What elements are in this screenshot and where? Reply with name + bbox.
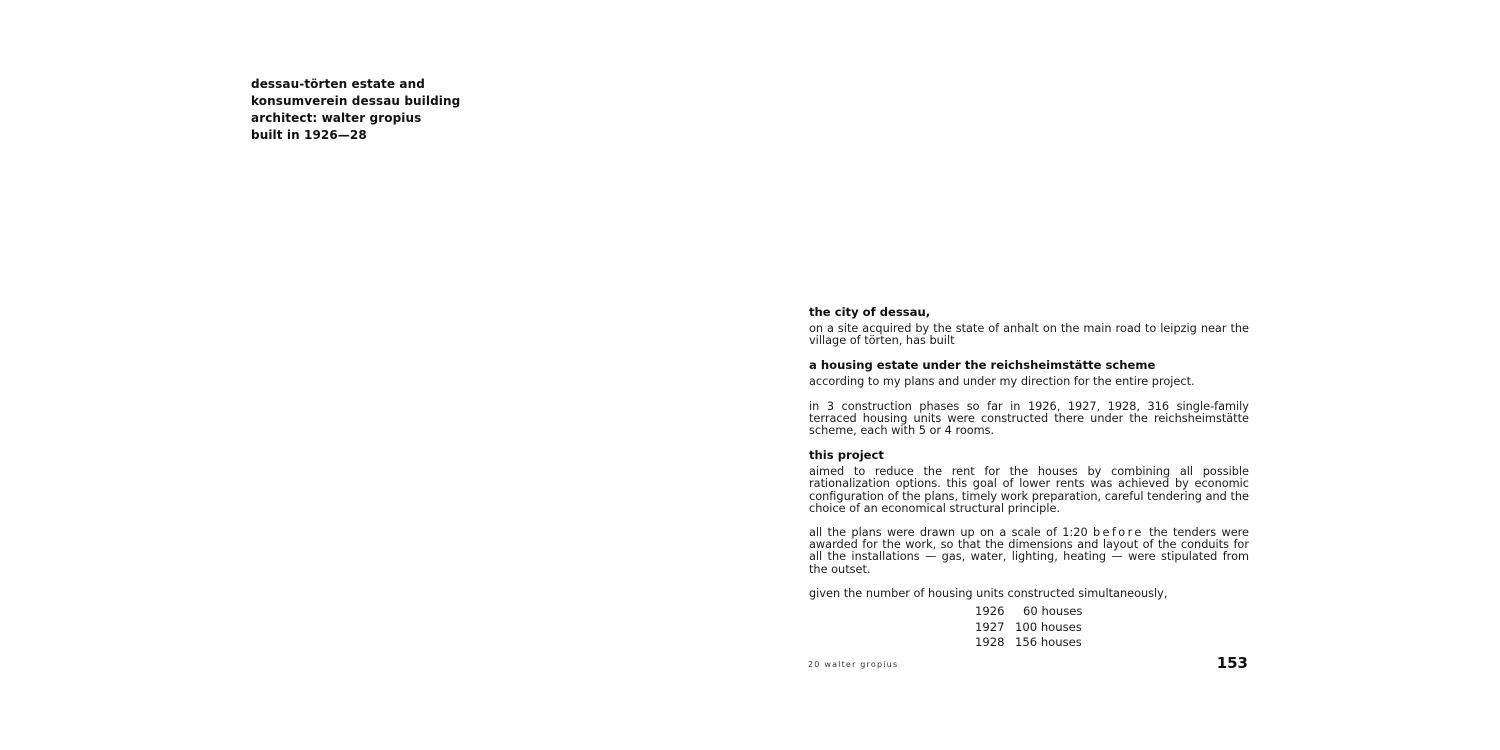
paragraph-units: given the number of housing units constructed simultaneously, bbox=[809, 586, 1168, 600]
count-cell: 100 houses bbox=[1015, 619, 1082, 634]
count-cell: 156 houses bbox=[1015, 635, 1082, 650]
paragraph-scale bbox=[809, 527, 1249, 576]
year-cell: 1926 bbox=[975, 604, 1005, 619]
heading-line: konsumverein dessau building bbox=[251, 94, 461, 108]
paragraph-rationalization: aimed to reduce the rent for the houses by combining all possible rationalization options. this goal of lower rents was achieved by economic configuration of the plans, timely work preparation, careful tendering and the choice of an economical structural principle. bbox=[809, 465, 1249, 515]
count-cell: 60 houses bbox=[1023, 604, 1083, 619]
running-footer: 20 walter gropius bbox=[808, 660, 899, 669]
year-cell: 1928 bbox=[975, 635, 1005, 650]
section-heading-housing-estate: a housing estate under the reichsheimstätte scheme bbox=[809, 358, 1156, 373]
section-heading-project: this project bbox=[809, 448, 884, 463]
section-heading-city: the city of dessau, bbox=[809, 305, 931, 319]
heading-line: built in 1926—28 bbox=[251, 128, 367, 142]
paragraph-plans: according to my plans and under my direction for the entire project. bbox=[809, 375, 1195, 389]
right-page-text-column bbox=[809, 305, 1249, 651]
table-row bbox=[975, 635, 1249, 651]
page-number: 153 bbox=[1216, 654, 1248, 672]
houses-table bbox=[975, 604, 1249, 651]
heading-line: dessau-törten estate and bbox=[251, 77, 425, 91]
scale-text-end: the tenders were awarded for the work, so that the dimensions and layout of the conduits for all the installations — gas, water, lighting, heating — were stipulated from the outset. bbox=[809, 526, 1249, 576]
left-page-heading bbox=[251, 76, 511, 144]
paragraph-phases: in 3 construction phases so far in 1926, 1927, 1928, 316 single-family terraced housing units were constructed there under the reichsheimstätte scheme, each with 5 or 4 rooms. bbox=[809, 399, 1249, 438]
scale-text-emphasis: before bbox=[1092, 526, 1144, 540]
heading-line: architect: walter gropius bbox=[251, 111, 422, 125]
scale-text-start: all the plans were drawn up on a scale of 1:20 bbox=[809, 526, 1093, 540]
paragraph-site: on a site acquired by the state of anhalt on the main road to leipzig near the village of törten, has built bbox=[809, 322, 1249, 348]
year-cell: 1927 bbox=[975, 619, 1005, 634]
table-row bbox=[975, 604, 1249, 620]
table-row bbox=[975, 620, 1249, 636]
